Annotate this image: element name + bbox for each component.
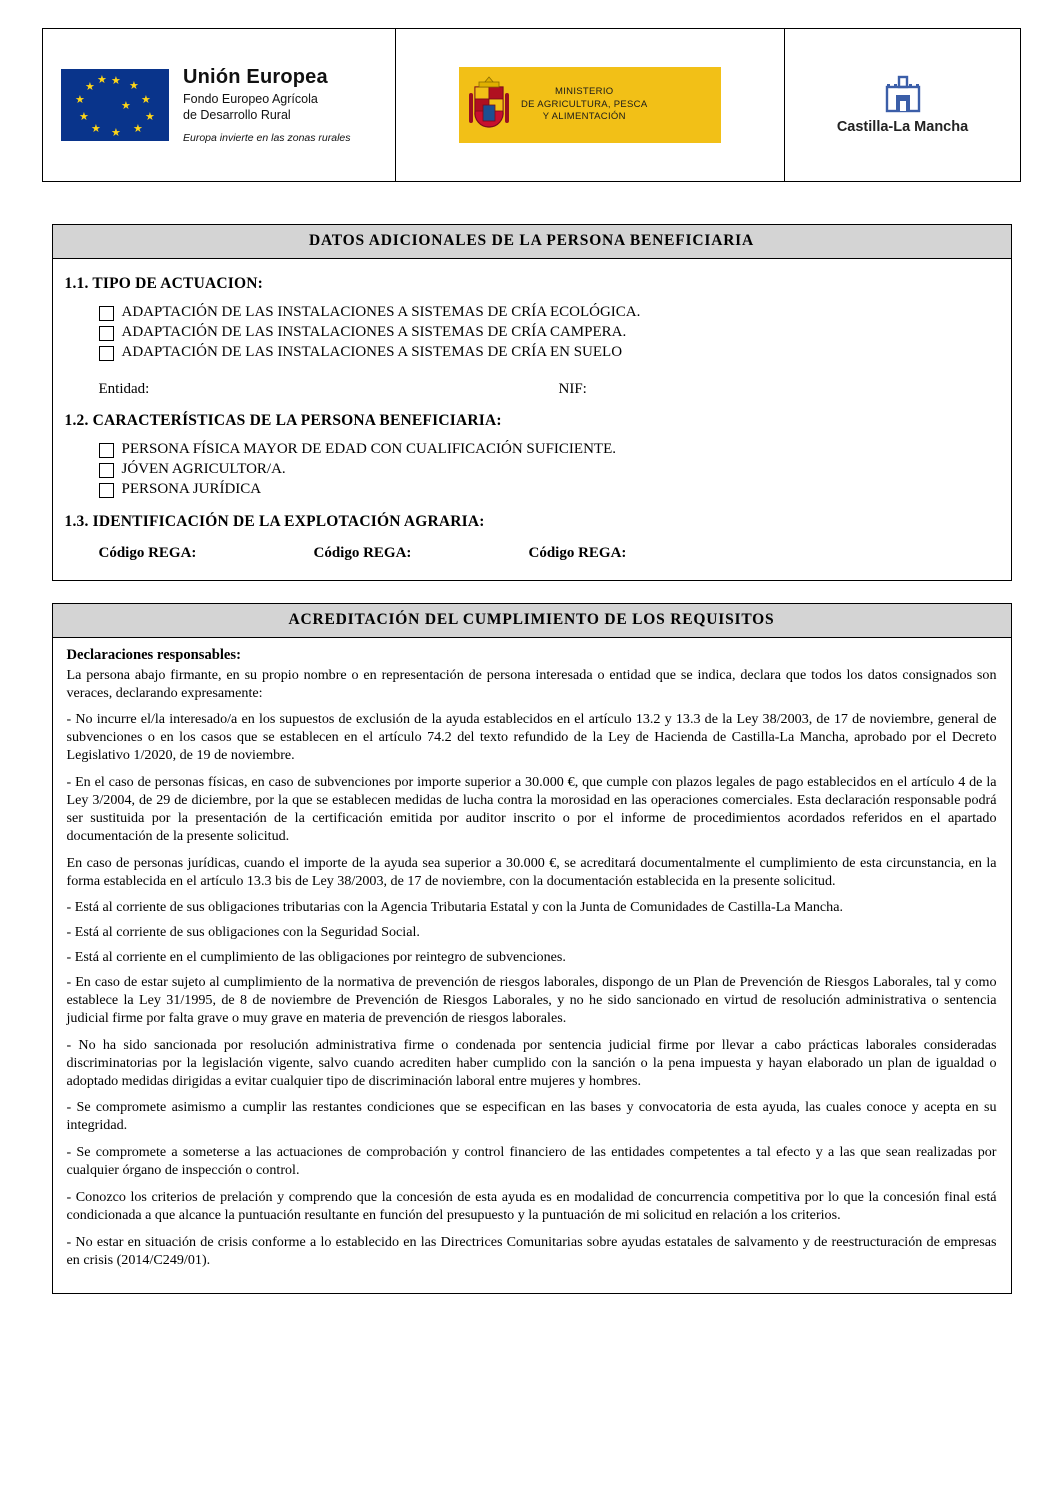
checkbox-persona-fisica[interactable] bbox=[99, 443, 114, 458]
header-logo-table bbox=[42, 28, 1021, 182]
field-tipo-actuacion-title: 1.1. TIPO DE ACTUACION: bbox=[64, 275, 264, 292]
declaracion-item: - En caso de estar sujeto al cumplimiento de la normativa de prevención de riesgos laborales, dispongo de un Plan de Prevención de Riesgos Laborales, tal y como establece la Ley 31/1995, de 8 de noviembre de Prevención de Riesgos Laborales, y no he sido sancionado en virtud de resolución administrativa o sentencia judicial firme por falta grave o muy grave en materia de prevención de riesgos laborales. bbox=[66, 974, 997, 1026]
check-row[interactable] bbox=[99, 480, 999, 499]
tipo-actuacion-checklist bbox=[99, 303, 999, 363]
declaracion-item: - En el caso de personas físicas, en caso de subvenciones por importe superior a 30.000 €, que cumple con plazos legales de pago establecidos en el artículo 4 de la Ley 3/2004, de 29 de diciembre, por la que se establecen medidas de lucha contra la morosidad en las operaciones comerciales. Esta declaración responsable podrá ser sustituida por la presentación de la certificación emitida por auditor inscrito o por el informe de procedimientos acordados referidos en el apartado documentación de la presente solicitud. bbox=[66, 774, 997, 844]
nif-label: NIF: bbox=[558, 380, 587, 397]
eu-logo-cell bbox=[43, 29, 396, 182]
check-label: ADAPTACIÓN DE LAS INSTALACIONES A SISTEMAS DE CRÍA CAMPERA. bbox=[121, 324, 627, 341]
check-row[interactable] bbox=[99, 460, 999, 479]
region-name: Castilla-La Mancha bbox=[836, 119, 969, 135]
declaracion-item: - No incurre el/la interesado/a en los supuestos de exclusión de la ayuda establecidos en el artículo 13.2 y 13.3 de la Ley 38/2003, de 17 de noviembre, general de subvenciones o en los casos que se establecen en el artículo 74.2 del texto refundido de la Ley de Hacienda de Castilla-La Mancha, aprobado por el Decreto Legislativo 1/2020, de 19 de noviembre. bbox=[66, 711, 997, 764]
eu-subtitle-line2: de Desarrollo Rural bbox=[183, 107, 291, 122]
ministerio-logo-cell bbox=[396, 29, 785, 182]
declaracion-item: - No estar en situación de crisis conforme a lo establecido en las Directrices Comunitarias sobre ayudas estatales de salvamento y de reestructuración de empresas en crisis (2014/C249/01). bbox=[66, 1233, 997, 1268]
field-identificacion-explotacion-title: 1.3. IDENTIFICACIÓN DE LA EXPLOTACIÓN AGRARIA: bbox=[64, 513, 485, 531]
check-label: ADAPTACIÓN DE LAS INSTALACIONES A SISTEMAS DE CRÍA EN SUELO bbox=[121, 344, 623, 361]
check-row[interactable] bbox=[99, 323, 999, 342]
entidad-nif-row bbox=[99, 381, 999, 398]
checkbox-cria-campera[interactable] bbox=[99, 326, 114, 341]
declaracion-item: - No ha sido sancionada por resolución administrativa firme o condenada por sentencia judicial firme por llevar a cabo prácticas laborales consideradas discriminatorias por la legislación vigente, salvo cuando acrediten haber cumplido con la sanción o la pena impuesta y hayan elaborado un plan de igualdad o adoptado medidas dirigidas a evitar cualquier tipo de discriminación laboral entre mujeres y hombres. bbox=[66, 1036, 997, 1089]
ministerio-line1: MINISTERIO bbox=[555, 85, 614, 97]
entidad-label: Entidad: bbox=[98, 380, 150, 397]
declaracion-item: - Se compromete a someterse a las actuaciones de comprobación y control financiero de las entidades competentes a tal efecto y a las que sean realizadas por cualquier órgano de inspección o control. bbox=[66, 1144, 997, 1179]
caracteristicas-checklist bbox=[99, 440, 999, 500]
section1-title: DATOS ADICIONALES DE LA PERSONA BENEFICIARIA bbox=[53, 225, 1011, 259]
castilla-la-mancha-castle-icon bbox=[883, 75, 923, 115]
check-row[interactable] bbox=[99, 440, 999, 459]
eu-flag-icon: ★ ★ ★ ★ ★ ★ ★ ★ ★ ★ ★ ★ bbox=[61, 69, 169, 141]
check-label: ADAPTACIÓN DE LAS INSTALACIONES A SISTEMAS DE CRÍA ECOLÓGICA. bbox=[121, 304, 641, 320]
checkbox-joven-agricultor[interactable] bbox=[99, 463, 114, 478]
document-page bbox=[0, 28, 1063, 1498]
declaracion-item: - Se compromete asimismo a cumplir las restantes condiciones que se especifican en las bases y convocatoria de esta ayuda, las cuales conoce y acepta en su integridad. bbox=[66, 1099, 997, 1134]
declaracion-item: - Está al corriente de sus obligaciones con la Seguridad Social. bbox=[66, 924, 420, 941]
declaracion-item: - Está al corriente de sus obligaciones tributarias con la Agencia Tributaria Estatal y con la Junta de Comunidades de Castilla-La Mancha. bbox=[66, 899, 843, 916]
ministerio-line2: DE AGRICULTURA, PESCA bbox=[521, 98, 648, 110]
check-label: JÓVEN AGRICULTOR/A. bbox=[121, 460, 286, 477]
checkbox-cria-ecologica[interactable] bbox=[99, 306, 114, 321]
castilla-la-mancha-logo-cell bbox=[785, 29, 1021, 182]
section-acreditacion-requisitos bbox=[52, 603, 1012, 1293]
field-caracteristicas-title: 1.2. CARACTERÍSTICAS DE LA PERSONA BENEFICIARIA: bbox=[64, 411, 502, 429]
check-row[interactable] bbox=[99, 343, 999, 362]
checkbox-cria-en-suelo[interactable] bbox=[99, 346, 114, 361]
section-datos-adicionales bbox=[52, 224, 1012, 581]
check-label: PERSONA JURÍDICA bbox=[121, 480, 262, 497]
rega-label-3: Código REGA: bbox=[528, 545, 627, 562]
rega-label-2: Código REGA: bbox=[313, 545, 412, 562]
declaraciones-intro: La persona abajo firmante, en su propio nombre o en representación de persona interesada o entidad que se indica, declara que todos los datos consignados son veraces, declarando expresamente: bbox=[66, 666, 997, 701]
declaracion-item: - Está al corriente en el cumplimiento de las obligaciones por reintegro de subvenciones. bbox=[66, 949, 566, 966]
eu-motto: Europa invierte en las zonas rurales bbox=[183, 132, 351, 145]
declaraciones-title: Declaraciones responsables: bbox=[66, 647, 241, 664]
spain-coat-of-arms-icon bbox=[465, 75, 513, 135]
check-row[interactable] bbox=[99, 303, 999, 322]
check-label: PERSONA FÍSICA MAYOR DE EDAD CON CUALIFICACIÓN SUFICIENTE. bbox=[121, 440, 616, 457]
eu-subtitle-line1: Fondo Europeo Agrícola bbox=[183, 91, 318, 106]
eu-title: Unión Europea bbox=[183, 65, 328, 88]
declaracion-item: En caso de personas jurídicas, cuando el importe de la ayuda sea superior a 30.000 €, se acreditará documentalmente el cumplimiento de esta circunstancia, en la forma establecida en el artículo 13.3 bis de Ley 38/2003, de 17 de noviembre, con la documentación establecida en la presente solicitud. bbox=[66, 854, 997, 889]
rega-row bbox=[99, 545, 999, 562]
declaracion-item: - Conozco los criterios de prelación y comprendo que la concesión de esta ayuda es en modalidad de concurrencia competitiva por lo que la concesión final está condicionada a que alcance la puntuación resultante en función del presupuesto y la puntuación de mi solicitud en relación a los criterios. bbox=[66, 1189, 997, 1223]
section2-title: ACREDITACIÓN DEL CUMPLIMIENTO DE LOS REQUISITOS bbox=[53, 604, 1011, 638]
ministerio-line3: Y ALIMENTACIÓN bbox=[542, 111, 626, 123]
rega-label-1: Código REGA: bbox=[98, 545, 197, 562]
checkbox-persona-juridica[interactable] bbox=[99, 483, 114, 498]
